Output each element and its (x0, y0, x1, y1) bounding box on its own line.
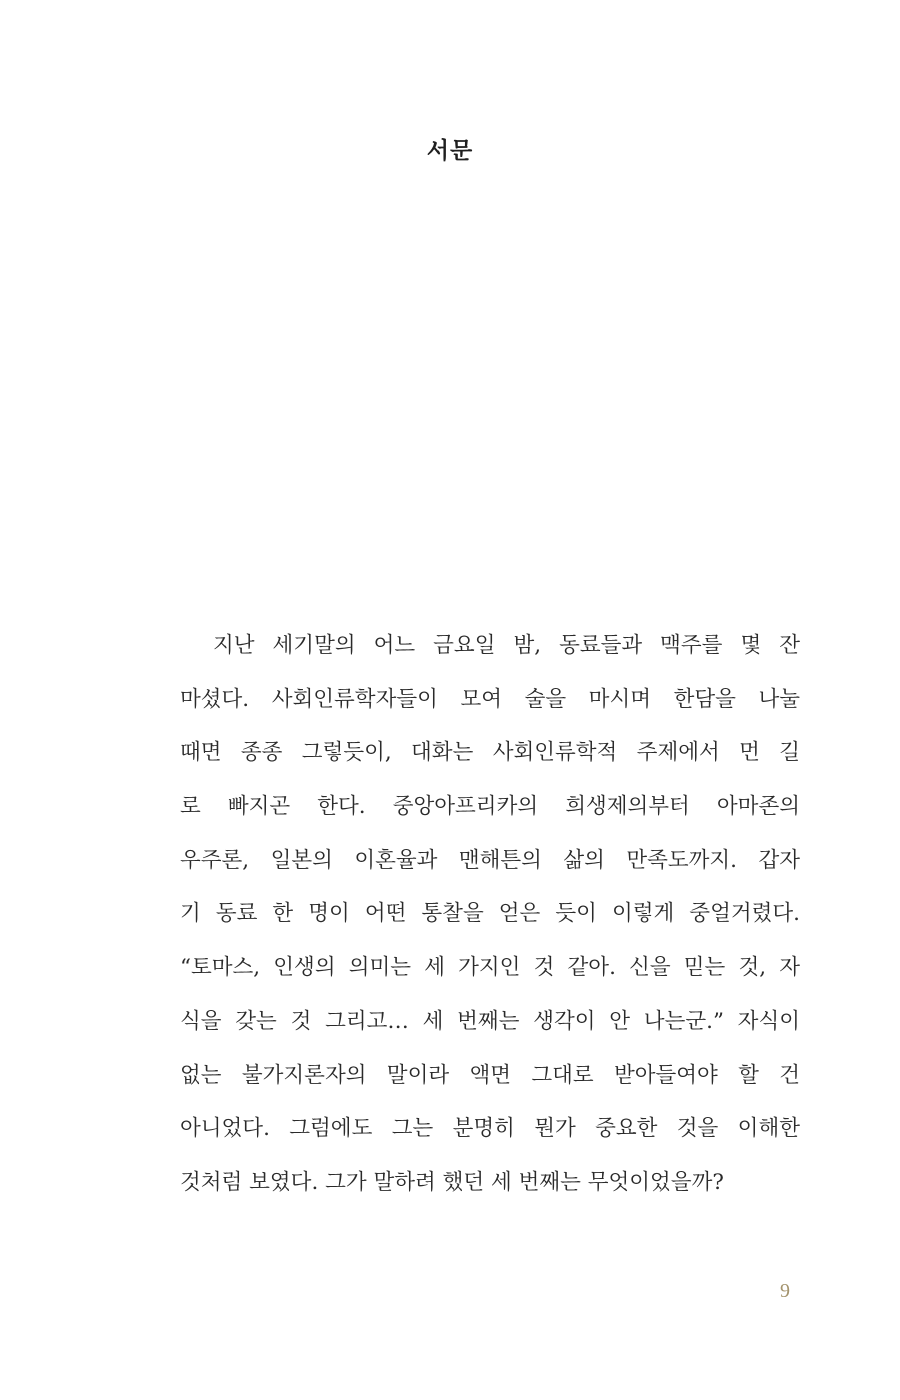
paragraph-line: 없는 불가지론자의 말이라 액면 그대로 받아들여야 할 건 (180, 1062, 800, 1088)
paragraph-line: 마셨다. 사회인류학자들이 모여 술을 마시며 한담을 나눌 (180, 686, 800, 712)
paragraph-line: 때면 종종 그렇듯이, 대화는 사회인류학적 주제에서 먼 길 (180, 740, 800, 766)
paragraph-line: 것처럼 보였다. 그가 말하려 했던 세 번째는 무엇이었을까? (180, 1169, 724, 1195)
paragraph-line: 식을 갖는 것 그리고… 세 번째는 생각이 안 나는군.” 자식이 (180, 1008, 800, 1034)
paragraph-line: 로 빠지곤 한다. 중앙아프리카의 희생제의부터 아마존의 (180, 794, 800, 820)
paragraph-line: “토마스, 인생의 의미는 세 가지인 것 같아. 신을 믿는 것, 자 (180, 955, 800, 981)
chapter-title: 서문 (426, 137, 474, 164)
paragraph-line: 지난 세기말의 어느 금요일 밤, 동료들과 맥주를 몇 잔 (213, 633, 800, 658)
paragraph-line: 아니었다. 그럼에도 그는 분명히 뭔가 중요한 것을 이해한 (180, 1116, 800, 1142)
paragraph-line: 기 동료 한 명이 어떤 통찰을 얻은 듯이 이렇게 중얼거렸다. (180, 901, 800, 927)
paragraph (180, 626, 800, 1217)
paragraph-line: 우주론, 일본의 이혼율과 맨해튼의 삶의 만족도까지. 갑자 (180, 847, 800, 873)
page-number: 9 (780, 1280, 790, 1302)
